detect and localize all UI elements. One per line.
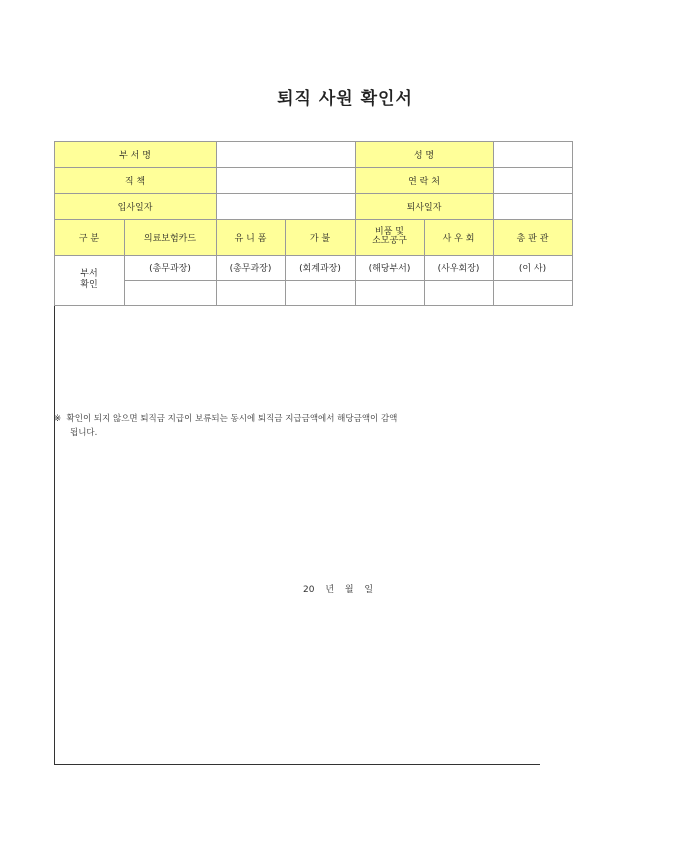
confirm-signer: (사우회장) — [424, 255, 493, 280]
name-label: 성 명 — [355, 141, 493, 167]
dept-label: 부 서 명 — [54, 141, 216, 167]
confirm-signer: (이 사) — [493, 255, 572, 280]
join-date-label: 입사일자 — [54, 193, 216, 219]
note-mark: ※ — [54, 414, 62, 424]
name-field[interactable] — [493, 141, 572, 167]
date-line: 20 년 월 일 — [303, 585, 374, 595]
note-line2: 됩니다. — [70, 428, 98, 438]
signature-cell[interactable] — [355, 280, 424, 305]
confirm-signer: (총무과장) — [124, 255, 216, 280]
signature-cell[interactable] — [124, 280, 216, 305]
note-line1: 확인이 되지 않으면 퇴직금 지급이 보류되는 동시에 퇴직금 지급금액에서 해당금액이 감액 — [66, 414, 398, 424]
notice — [54, 412, 397, 440]
dept-field[interactable] — [216, 141, 355, 167]
col-category: 구 분 — [54, 219, 124, 255]
confirm-signer: (총무과장) — [216, 255, 285, 280]
col-uniform: 유 니 폼 — [216, 219, 285, 255]
form-frame — [54, 141, 549, 765]
col-supplies: 비품 및 소모공구 — [355, 219, 424, 255]
leave-date-field[interactable] — [493, 193, 572, 219]
signature-cell[interactable] — [285, 280, 355, 305]
col-sales-admin: 총 판 관 — [493, 219, 572, 255]
form-table — [54, 141, 573, 306]
document-title: 퇴직 사원 확인서 — [277, 89, 413, 109]
confirm-signer: (해당부서) — [355, 255, 424, 280]
contact-field[interactable] — [493, 167, 572, 193]
signature-cell[interactable] — [424, 280, 493, 305]
leave-date-label: 퇴사일자 — [355, 193, 493, 219]
col-advance: 가 불 — [285, 219, 355, 255]
signature-cell[interactable] — [493, 280, 572, 305]
col-insurance-card: 의료보험카드 — [124, 219, 216, 255]
contact-label: 연 락 처 — [355, 167, 493, 193]
signature-cell[interactable] — [216, 280, 285, 305]
position-field[interactable] — [216, 167, 355, 193]
dept-confirm-label: 부서 확인 — [54, 255, 124, 305]
position-label: 직 책 — [54, 167, 216, 193]
col-association: 사 우 회 — [424, 219, 493, 255]
confirm-signer: (회계과장) — [285, 255, 355, 280]
join-date-field[interactable] — [216, 193, 355, 219]
